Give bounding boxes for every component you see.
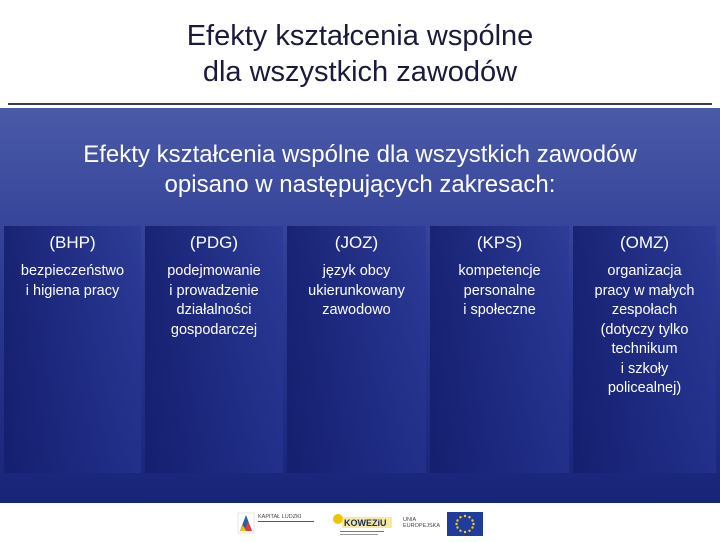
area-description-line: personalne [463,282,536,299]
area-description-line: i higiena pracy [25,282,120,299]
area-description-line: zespołach [611,302,678,318]
area-description-line: ukierunkowany [308,282,405,299]
area-description-line: i społeczne [463,302,536,318]
area-description-line: (dotyczy tylko [600,321,689,338]
kapital-ludzki-logo [236,509,318,537]
area-description [145,262,283,340]
area-description-line: pracy w małych [594,282,695,299]
slide-title [0,18,720,90]
area-description-line: działalności [176,302,252,318]
area-description-line: podejmowanie [167,263,261,279]
area-description-line: i prowadzenie [169,282,259,299]
area-column-omz [573,226,716,473]
area-code: (JOZ) [334,233,379,252]
area-description-line: gospodarczej [170,321,258,338]
area-description-line: i szkoły [620,360,669,377]
area-description-line: zawodowo [322,302,391,318]
koweziu-logo-text: KOWEZiU [344,518,387,528]
kapital-ludzki-logo-text: KAPITAŁ LUDZKI [258,514,302,520]
area-description-line: język obcy [322,263,391,279]
koweziu-logo [330,509,396,537]
area-column-bhp [4,226,141,473]
area-description-line: policealnej) [607,380,682,396]
title-divider [8,103,712,105]
area-description [573,262,716,399]
area-description [4,262,141,301]
area-description-line: bezpieczeństwo [20,263,125,279]
panel-headline [0,140,720,200]
area-description-line: kompetencje [458,263,541,279]
area-description [287,262,426,321]
eu-logo-text: UNIA EUROPEJSKA [403,517,440,529]
area-description-line: technikum [611,341,678,357]
area-description [430,262,569,321]
area-code: (BHP) [49,233,96,252]
area-column-joz [287,226,426,473]
area-column-kps [430,226,569,473]
panel-headline-line2: opisano w następujących zakresach: [164,171,556,198]
slide-title-line2: dla wszystkich zawodów [202,56,518,88]
area-description-line: organizacja [607,263,682,279]
area-code: (KPS) [476,233,523,252]
area-code: (PDG) [189,233,239,252]
area-code: (OMZ) [619,233,670,252]
eu-logo [403,509,487,537]
slide-title-line1: Efekty kształcenia wspólne [186,20,534,52]
area-column-pdg [145,226,283,473]
panel-headline-line1: Efekty kształcenia wspólne dla wszystkich zawodów [83,141,637,168]
